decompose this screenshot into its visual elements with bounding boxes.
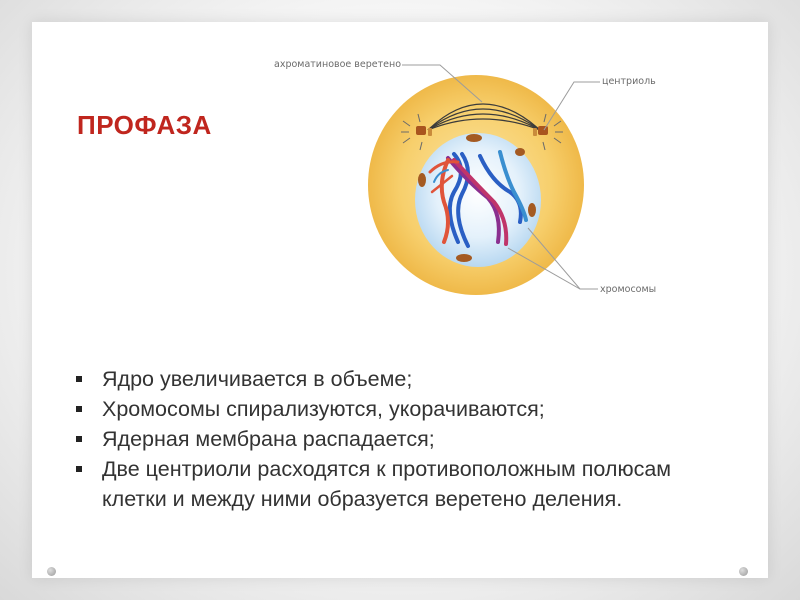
prophase-cell-diagram [262, 42, 686, 304]
label-spindle: ахроматиновое веретено [274, 59, 402, 70]
square-bullet-icon [76, 466, 82, 472]
bullet-text: Хромосомы спирализуются, укорачиваются; [102, 397, 545, 421]
square-bullet-icon [76, 436, 82, 442]
label-centriole: центриоль [602, 76, 656, 87]
bullet-item [76, 454, 716, 514]
bullet-item [76, 394, 716, 424]
bullet-text: Ядро увеличивается в объеме; [102, 367, 413, 391]
bullet-text: Ядерная мембрана распадается; [102, 427, 435, 451]
bullet-list [76, 364, 716, 514]
bullet-item [76, 424, 716, 454]
page-title: ПРОФАЗА [77, 110, 212, 140]
bullet-item [76, 364, 716, 394]
label-chromosomes: хромосомы [600, 284, 657, 295]
square-bullet-icon [76, 406, 82, 412]
corner-dot-icon [739, 567, 748, 576]
square-bullet-icon [76, 376, 82, 382]
corner-dot-icon [47, 567, 56, 576]
bullet-text: Две центриоли расходятся к противоположным полюсам клетки и между ними образуется веретено деления. [102, 457, 672, 511]
